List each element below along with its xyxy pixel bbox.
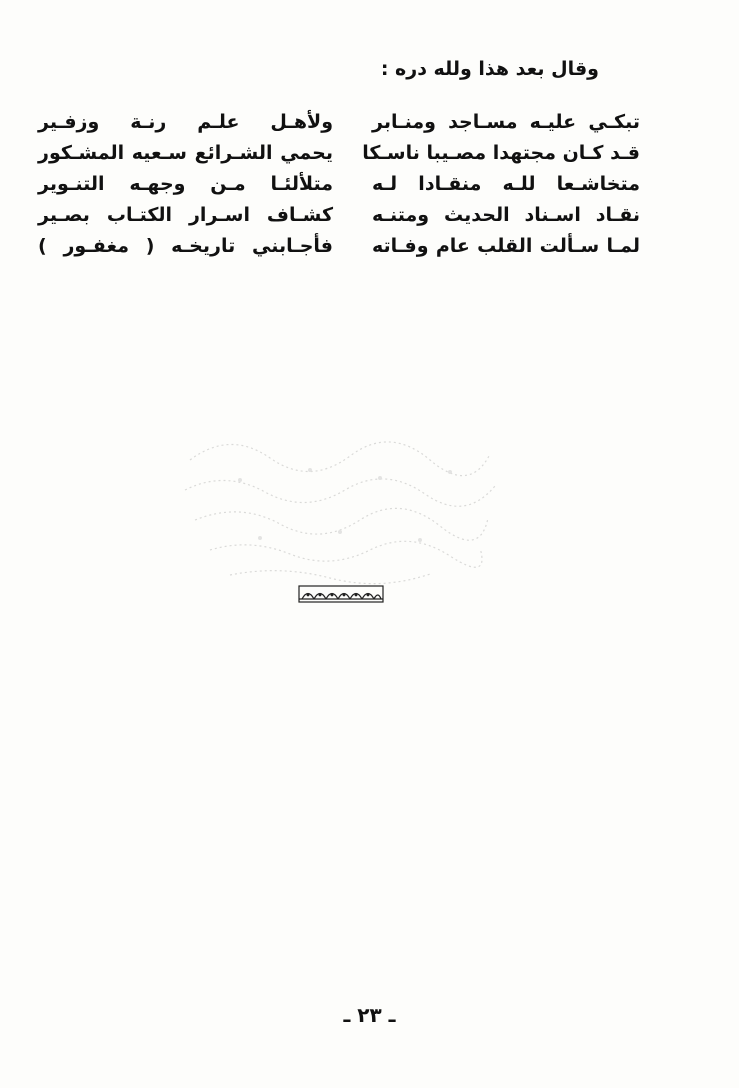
poem <box>38 106 640 261</box>
verse-first-hemistich: لمـا سـألت القلب عام وفـاته <box>372 234 640 257</box>
verse <box>38 199 640 230</box>
faded-stamp-watermark <box>170 420 505 590</box>
verse <box>38 230 640 261</box>
verse-second-hemistich: متلألئـا مـن وجهـه التنـوير <box>38 172 333 195</box>
verse-first-hemistich: تبكـي عليـه مسـاجد ومنـابر <box>372 110 640 133</box>
page-number: ـ ٢٣ ـ <box>343 1003 396 1027</box>
verse-second-hemistich: يحمي الشـرائع سـعيه المشـكور <box>38 141 333 164</box>
verse <box>38 168 640 199</box>
verse-second-hemistich: كشـاف اسـرار الكتـاب بصـير <box>38 203 333 226</box>
verse <box>38 106 640 137</box>
verse-first-hemistich: متخاشـعا للـه منقـادا لـه <box>372 172 640 195</box>
verse <box>38 137 640 168</box>
verse-second-hemistich: فأجـابني تاريخـه ( مغفـور ) <box>38 234 333 257</box>
decorative-ornament <box>298 585 384 603</box>
verse-first-hemistich: قـد كـان مجتهدا مصـيبا ناسـكا <box>362 141 640 164</box>
verse-first-hemistich: نقـاد اسـناد الحديث ومتنـه <box>372 203 640 226</box>
verse-second-hemistich: ولأهـل علـم رنـة وزفـير <box>38 110 333 133</box>
intro-line: وقال بعد هذا ولله دره : <box>380 58 599 80</box>
